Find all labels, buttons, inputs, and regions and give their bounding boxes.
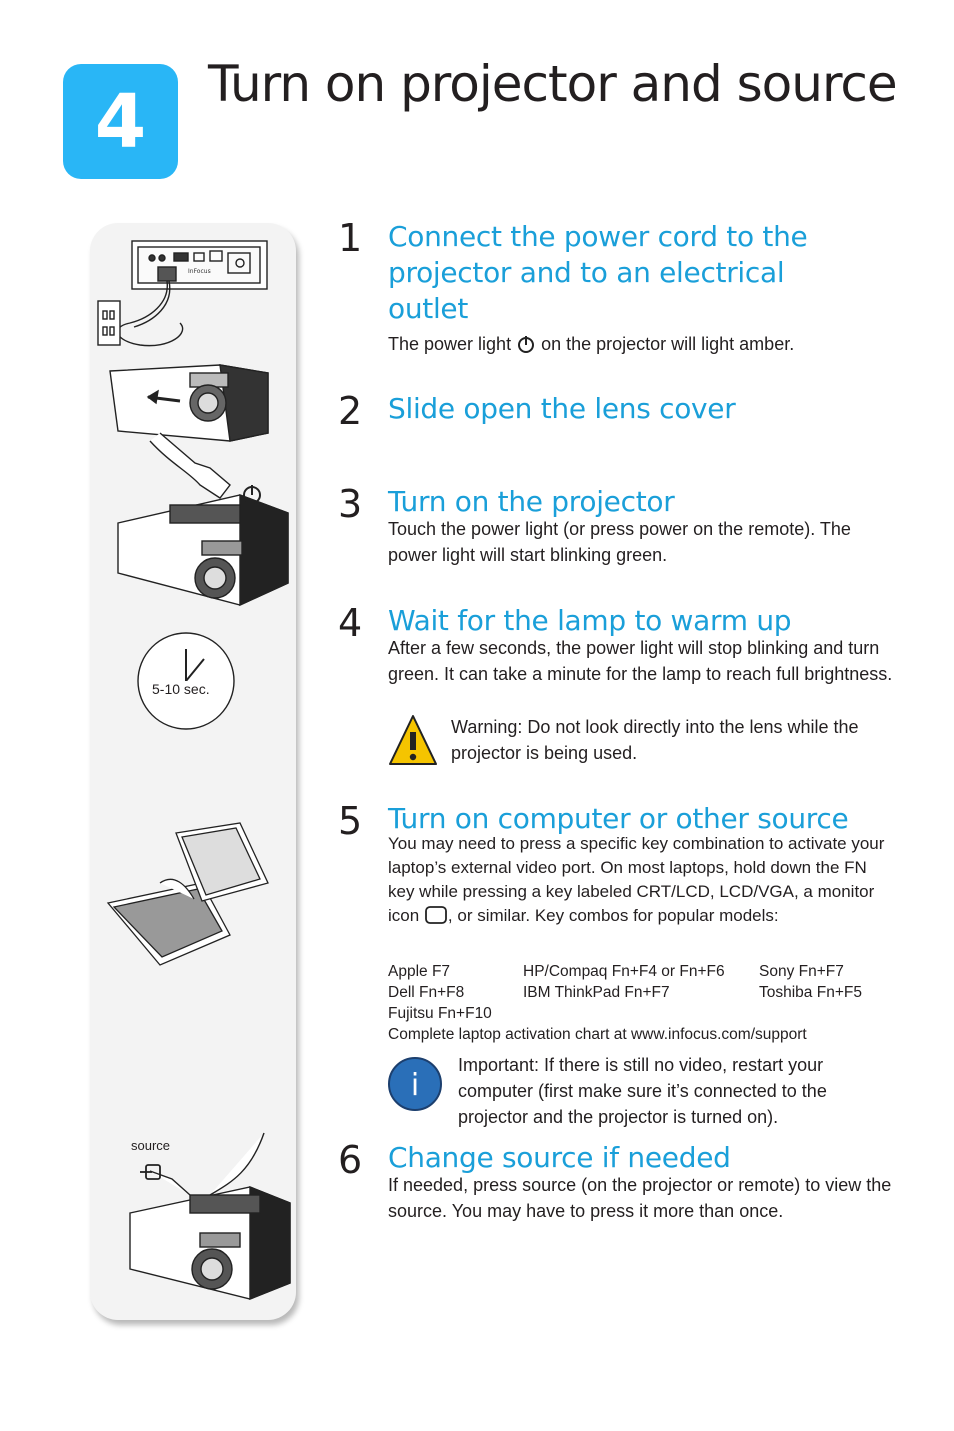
activation-chart-note: Complete laptop activation chart at www.infocus.com/support bbox=[388, 1026, 807, 1043]
projector-rear-illustration bbox=[98, 241, 267, 346]
step-6 bbox=[338, 1138, 898, 1224]
svg-text:i: i bbox=[410, 1068, 420, 1103]
step-5-body-part1: You may need to press a specific key combination to activate your laptop’s external video port. On most laptops, hold down the FN key while pressing a key labeled CRT/LCD, LCD/VGA, a monitor icon bbox=[388, 834, 885, 926]
step-3-heading: Turn on the projector bbox=[388, 485, 675, 518]
step-4 bbox=[338, 601, 898, 687]
source-projector-illustration bbox=[130, 1133, 290, 1299]
step-1-body bbox=[388, 331, 898, 357]
step-5-number: 5 bbox=[338, 799, 363, 843]
combo-item: Apple F7 bbox=[388, 963, 451, 980]
step-4-heading: Wait for the lamp to warm up bbox=[388, 604, 792, 637]
step-6-heading: Change source if needed bbox=[388, 1141, 731, 1174]
combo-item: Dell Fn+F8 bbox=[388, 984, 465, 1001]
power-icon bbox=[516, 334, 536, 354]
combo-item: Fujitsu Fn+F10 bbox=[388, 1005, 492, 1022]
laptop-illustration bbox=[108, 823, 268, 965]
clock-label: 5-10 sec. bbox=[152, 681, 210, 697]
step-5-heading: Turn on computer or other source bbox=[388, 802, 849, 835]
illustration-panel bbox=[90, 223, 296, 1320]
source-label: source bbox=[131, 1138, 171, 1153]
page-title: Turn on projector and source bbox=[208, 55, 897, 113]
info-icon bbox=[388, 1054, 444, 1112]
step-5-body bbox=[388, 832, 893, 928]
step-4-body: After a few seconds, the power light will stop blinking and turn green. It can take a minute for the lamp to reach full brightness. bbox=[388, 638, 893, 685]
step-3-body: Touch the power light (or press power on the remote). The power light will start blinking green. bbox=[388, 519, 851, 566]
combo-item: Toshiba Fn+F5 bbox=[759, 984, 862, 1001]
step-1-body-part1: The power light bbox=[388, 334, 517, 354]
combo-item: IBM ThinkPad Fn+F7 bbox=[523, 984, 670, 1001]
important-callout bbox=[388, 1054, 827, 1127]
important-text: Important: If there is still no video, restart your computer (first make sure it’s connected to the projector and the projector is turned on). bbox=[458, 1055, 827, 1127]
warning-icon bbox=[388, 714, 438, 768]
step-6-body: If needed, press source (on the projector or remote) to view the source. You may have to press it more than once. bbox=[388, 1175, 892, 1222]
monitor-icon bbox=[424, 905, 448, 925]
step-2-heading: Slide open the lens cover bbox=[388, 392, 736, 425]
step-2-number: 2 bbox=[338, 389, 363, 433]
step-6-number: 6 bbox=[338, 1138, 363, 1182]
step-5-body-part2: , or similar. Key combos for popular models: bbox=[447, 906, 779, 926]
warning-text: Warning: Do not look directly into the lens while the projector is being used. bbox=[451, 717, 859, 763]
hand-pressing-power-illustration bbox=[118, 433, 288, 605]
step-number-badge: 4 bbox=[63, 64, 178, 179]
step-4-number: 4 bbox=[338, 601, 363, 645]
step-5 bbox=[338, 799, 898, 928]
combo-item: Sony Fn+F7 bbox=[759, 963, 844, 980]
step-1-body-part2: on the projector will light amber. bbox=[536, 334, 795, 354]
step-2 bbox=[338, 389, 898, 433]
step-3-number: 3 bbox=[338, 482, 363, 526]
step-3 bbox=[338, 482, 898, 568]
step-1-heading: Connect the power cord to the projector and to an electrical outlet bbox=[388, 220, 808, 325]
step-1-number: 1 bbox=[338, 216, 363, 260]
combo-item: HP/Compaq Fn+F4 or Fn+F6 bbox=[523, 963, 725, 980]
svg-text:InFocus: InFocus bbox=[188, 268, 211, 275]
projector-lens-cover-illustration bbox=[110, 365, 268, 441]
illustration-strip bbox=[90, 223, 296, 1320]
warning-callout bbox=[388, 714, 859, 773]
step-1 bbox=[338, 216, 898, 357]
